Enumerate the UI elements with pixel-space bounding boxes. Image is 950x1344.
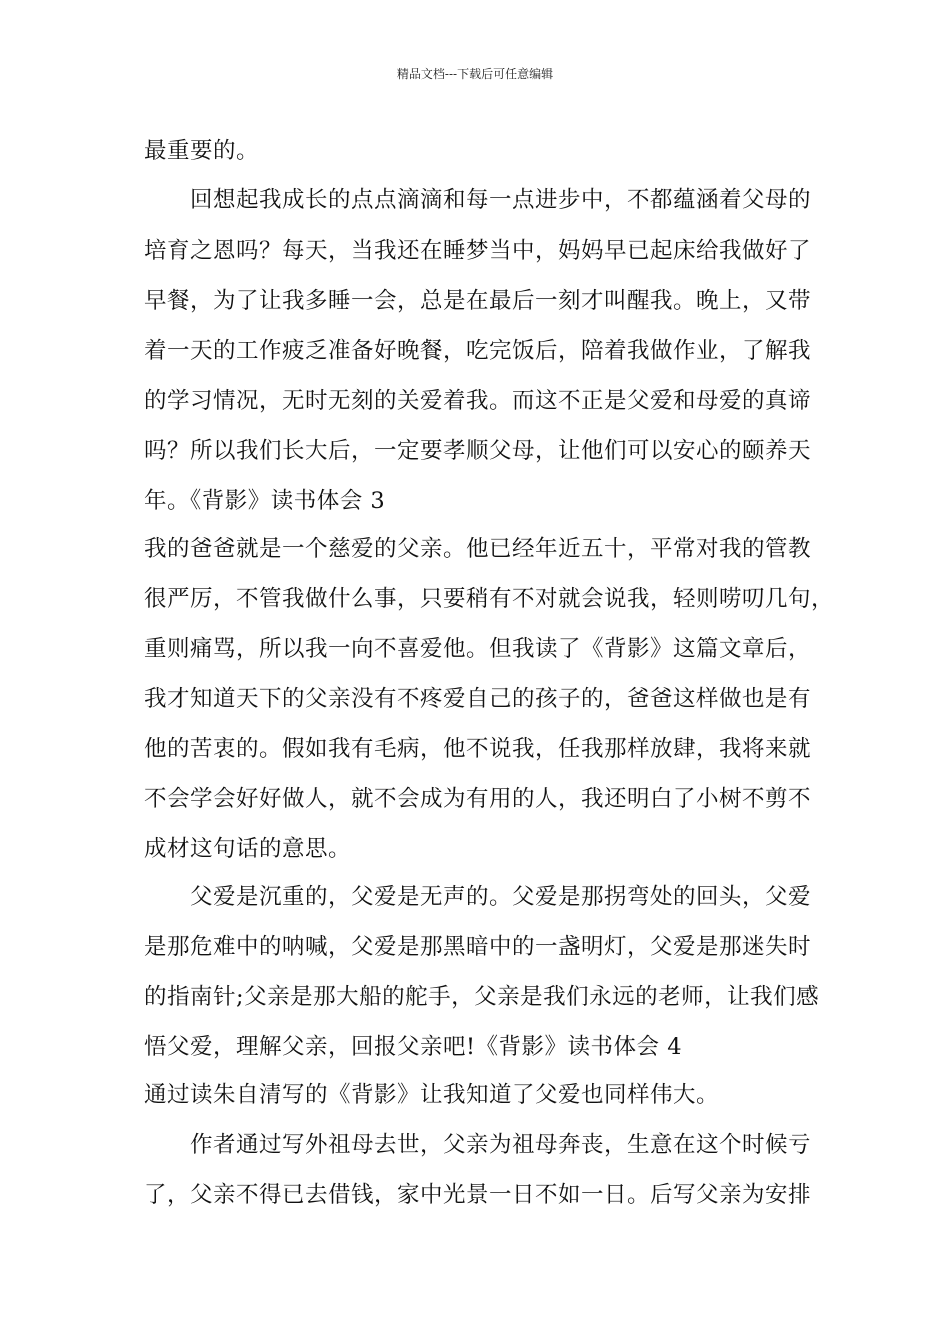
text-line: 成材这句话的意思。 [144,836,352,862]
text-line: 通过读朱自清写的《背影》让我知道了父爱也同样伟大。 [144,1082,720,1108]
page-header: 精品文档---下载后可任意编辑 [396,67,554,81]
text-line: 回想起我成长的点点滴滴和每一点进步中，不都蕴涵着父母的 [144,187,812,213]
text-line: 了，父亲不得已去借钱，家中光景一日不如一日。后写父亲为安排 [144,1182,812,1208]
text-line: 很严厉，不管我做什么事，只要稍有不对就会说我，轻则唠叨几句， [144,586,835,612]
text-line: 他的苦衷的。假如我有毛病，他不说我，任我那样放肆，我将来就 [144,736,812,762]
text-line: 培育之恩吗？每天，当我还在睡梦当中，妈妈早已起床给我做好了 [144,238,812,264]
text-line: 早餐，为了让我多睡一会，总是在最后一刻才叫醒我。晚上，又带 [144,288,812,314]
text-line: 作者通过写外祖母去世，父亲为祖母奔丧，生意在这个时候亏 [144,1132,812,1158]
text-line: 我的爸爸就是一个慈爱的父亲。他已经年近五十，平常对我的管教 [144,536,812,562]
text-line: 最重要的。 [144,138,260,164]
text-line: 不会学会好好做人，就不会成为有用的人，我还明白了小树不剪不 [144,786,812,812]
text-line: 我才知道天下的父亲没有不疼爱自己的孩子的，爸爸这样做也是有 [144,686,812,712]
text-line: 着一天的工作疲乏准备好晚餐，吃完饭后，陪着我做作业，了解我 [144,338,812,364]
text-line: 的指南针;父亲是那大船的舵手，父亲是我们永远的老师，让我们感 [144,984,820,1010]
text-line: 重则痛骂，所以我一向不喜爱他。但我读了《背影》这篇文章后， [144,636,812,662]
text-line: 是那危难中的呐喊，父爱是那黑暗中的一盏明灯，父爱是那迷失时 [144,934,812,960]
text-line: 悟父爱，理解父亲，回报父亲吧!《背影》读书体会 4 [144,1034,683,1060]
text-line: 父爱是沉重的，父爱是无声的。父爱是那拐弯处的回头，父爱 [144,884,812,910]
text-line: 的学习情况，无时无刻的关爱着我。而这不正是父爱和母爱的真谛 [144,388,812,414]
text-line: 年。《背影》读书体会 3 [144,488,386,514]
text-line: 吗？所以我们长大后，一定要孝顺父母，让他们可以安心的颐养天 [144,438,812,464]
